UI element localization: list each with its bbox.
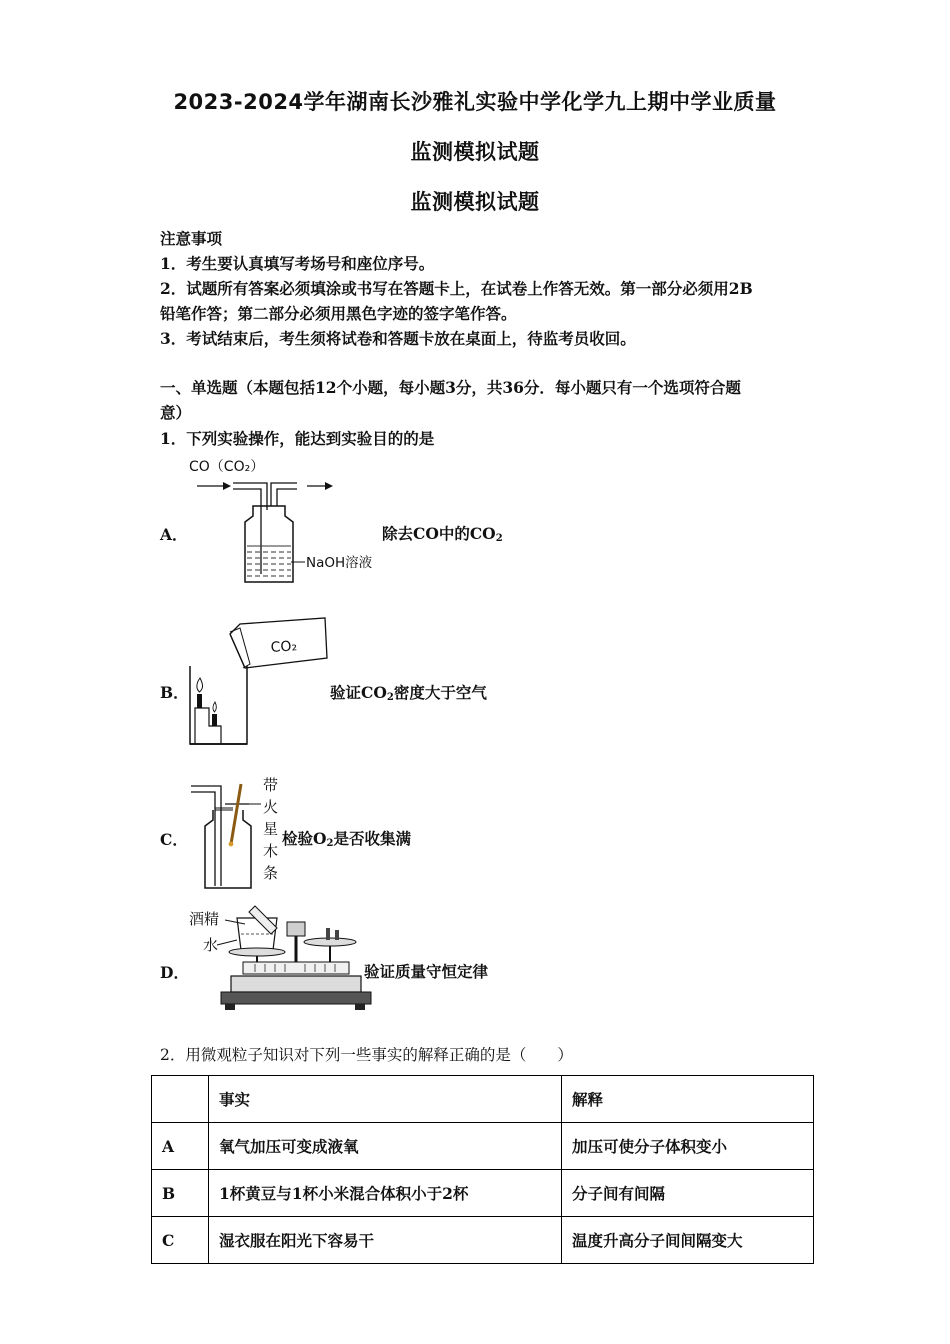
balance-scale-diagram [185, 900, 360, 1015]
table-cell: B [152, 1170, 209, 1217]
option-c-text: 检验$O_2$是否收集满 [282, 829, 411, 849]
option-d-letter: D． [160, 963, 189, 982]
section-heading-line-1: 一、单选题（本题包括12个小题，每小题3分，共36分．每小题只有一个选项符合题 [160, 378, 741, 397]
splint-label-4: 木 [263, 842, 279, 860]
table-cell: A [152, 1123, 209, 1170]
q1-stem: 1．下列实验操作，能达到实验目的的是 [160, 429, 435, 448]
gas-label: CO（CO₂） [189, 459, 265, 475]
table-cell: 湿衣服在阳光下容易干 [209, 1217, 562, 1264]
table-cell: 1杯黄豆与1杯小米混合体积小于2杯 [209, 1170, 562, 1217]
title-line-2: 监测模拟试题 [410, 140, 540, 164]
section-heading-line-2: 意） [160, 403, 192, 422]
splint-label-2: 火 [263, 798, 279, 816]
table-cell: 分子间有间隔 [562, 1170, 814, 1217]
notice-item-2: 2．试题所有答案必须填涂或书写在答题卡上，在试卷上作答无效。第一部分必须用2B [160, 279, 753, 298]
table-cell: C [152, 1217, 209, 1264]
table-cell: 加压可使分子体积变小 [562, 1123, 814, 1170]
option-b-letter: B． [160, 683, 189, 702]
splint-label-1: 带 [263, 776, 279, 794]
splint-label-3: 星 [263, 820, 279, 838]
table-header-row [152, 1076, 814, 1123]
notice-heading: 注意事项 [160, 229, 223, 248]
beaker-candles-diagram [185, 610, 335, 750]
water-label: 水 [203, 936, 219, 954]
co2-bottle-label: CO₂ [270, 638, 298, 656]
table-cell: 温度升高分子间间隔变大 [562, 1217, 814, 1264]
title-line-3: 监测模拟试题 [410, 190, 540, 214]
notice-item-3: 3．考试结束后，考生须将试卷和答题卡放在桌面上，待监考员收回。 [160, 329, 636, 348]
table-header-cell [152, 1076, 209, 1123]
table-row [152, 1170, 814, 1217]
table-header-cell: 解释 [562, 1076, 814, 1123]
notice-item-2-cont: 铅笔作答；第二部分必须用黑色字迹的签字笔作答。 [160, 304, 517, 323]
option-c-letter: C． [160, 830, 188, 849]
table-header-cell: 事实 [209, 1076, 562, 1123]
alcohol-label: 酒精 [189, 910, 220, 928]
washing-bottle-diagram [185, 452, 395, 588]
option-d-text: 验证质量守恒定律 [364, 962, 489, 981]
option-b-text: 验证$CO_2$密度大于空气 [330, 683, 487, 703]
splint-label-5: 条 [263, 864, 279, 882]
option-a-letter: A． [160, 525, 188, 544]
table-row [152, 1123, 814, 1170]
solution-label: NaOH溶液 [306, 555, 373, 571]
title-line-1: 2023-2024学年湖南长沙雅礼实验中学化学九上期中学业质量 [173, 90, 777, 114]
table-row [152, 1217, 814, 1264]
notice-item-1: 1．考生要认真填写考场号和座位序号。 [160, 254, 435, 273]
gas-collection-bottle-diagram [185, 770, 285, 895]
option-a-text: 除去CO中的$CO_2$ [382, 524, 503, 544]
table-cell: 氧气加压可变成液氧 [209, 1123, 562, 1170]
q2-stem: 2．用微观粒子知识对下列一些事实的解释正确的是（ ） [160, 1046, 573, 1064]
q2-table [151, 1075, 814, 1264]
